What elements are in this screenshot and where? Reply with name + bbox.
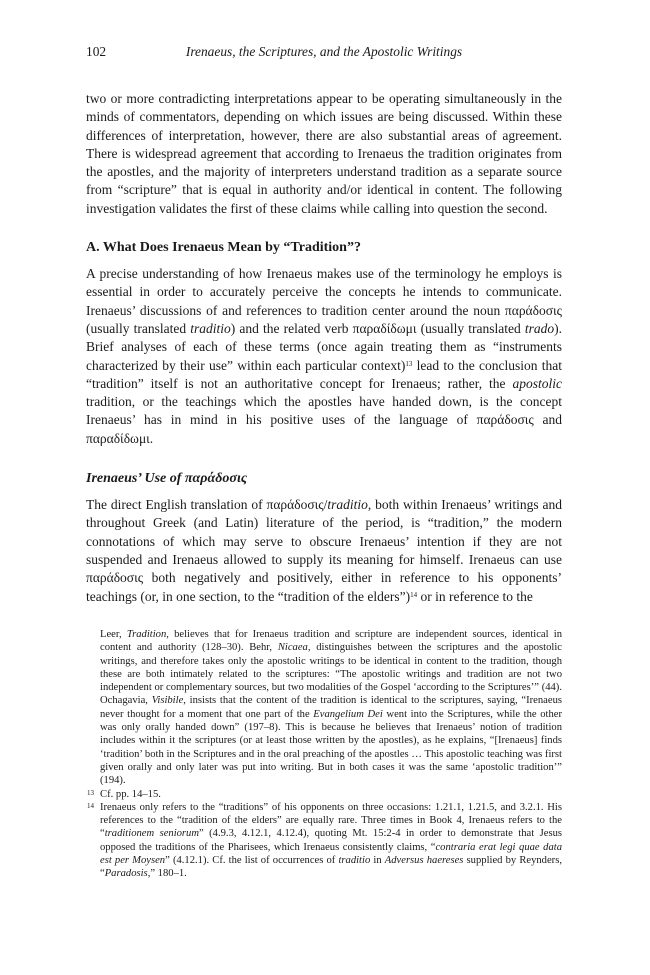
text-run: , believes that for Irenaeus tradition and scripture are independent sources, identical in content and authority (128–30). Behr,	[100, 629, 562, 654]
text-run: Irenaeus only refers to the “traditions” of his opponents on three occasions: 1.21.1, 1.21.5, and 3.2.1. His references to the “tradition of the elders” are equally rare. Three times in Book 4, Irenaeus refers to the “	[100, 801, 562, 840]
italic-title: Adversus haereses	[384, 855, 464, 867]
text-run: lead to the conclusion that “tradition” itself is not an authoritative concept for Irenaeus; rather, the	[86, 357, 563, 391]
italic-term: traditio	[190, 320, 231, 336]
text-run: ” (4.12.1). Cf. the list of occurrences of	[165, 855, 339, 867]
text-run: , distinguishes between the scriptures and the apostolic writings, and therefore takes only the apostolic writings to be identical in content to the tradition, though these are both intimately related to the scriptures: “The apostolic writings and tradition are not two independent or complementary sources, but two modalities of the Gospel ‘according to the Scriptures’” (44). Ochagavia,	[100, 642, 562, 707]
text-run: Leer,	[100, 629, 127, 640]
subsection-heading: Irenaeus’ Use of παράδοσις	[86, 471, 248, 487]
section-heading-a: A. What Does Irenaeus Mean by “Tradition”?	[86, 240, 361, 256]
text-run: tradition, or the teachings which the apostles have handed down, is the concept Irenaeus’ has in mind in his positive uses of the language of παράδοσις and παραδίδωμι.	[86, 394, 562, 446]
text-run: ). Brief analyses of each of these terms (once again treating them as “instruments characterized by their use” within each particular context)	[86, 320, 562, 373]
text-run: , both within Irenaeus’ writings and throughout Greek (and Latin) literature of the period, is “tradition,” the modern connotations of which may serve to obscure Irenaeus’ intention if they are not suspended and Irenaeus allowed to supply its meaning for himself. Irenaeus can use παράδοσις both negatively and positively, either in reference to his opponents’ teachings (or, in one section, to the “tradition of the elders”)	[86, 497, 562, 604]
italic-title: Paradosis	[104, 868, 148, 880]
italic-quote: contraria erat legi quae data est per Moysen	[100, 841, 562, 867]
italic-term: traditionem seniorum	[104, 828, 200, 840]
footnote-14	[87, 801, 562, 881]
italic-title: Nicaea	[277, 642, 308, 654]
main-text	[86, 90, 562, 606]
text-run: went into the Scriptures, while the other was only orally handed down” (197–8). This is because he believes that Irenaeus’ notion of tradition includes within it the scriptures (or at least those written by the apostles), as he explains, “[Irenaeus] finds ‘tradition’ both in the Scriptures and in the oral preaching of the apostles … This apostolic teaching was first given orally and only later was put into writing. But in both cases it was the same ‘apostolic tradition’” (194).	[100, 708, 562, 787]
paragraph-3	[86, 496, 562, 606]
footnote-marker-13: 13	[87, 788, 94, 797]
text-run: supplied by Reynders, “	[100, 855, 562, 880]
text-run: or in reference to the	[417, 588, 533, 604]
text-run: A precise understanding of how Irenaeus makes use of the terminology he employs is essential in order to accurately perceive the concepts he intends to communicate. Irenaeus’ discussions of and references to tradition center around the noun παράδοσις (usually translated	[86, 266, 562, 336]
text-run: ) and the related verb παραδίδωμι (usually translated	[230, 320, 525, 336]
footnote-marker-14: 14	[87, 801, 94, 810]
running-title: Irenaeus, the Scriptures, and the Apostolic Writings	[185, 44, 463, 59]
italic-term: traditio	[327, 497, 368, 513]
text-run: The direct English translation of παράδοσις/	[86, 497, 328, 513]
page-number: 102	[86, 44, 107, 59]
text-run: ,” 180–1.	[147, 868, 187, 880]
text-run: ” (4.9.3, 4.12.1, 4.12.4), quoting Mt. 15:2-4 in order to demonstrate that Jesus opposed the traditions of the Pharisees, which Irenaeus consistently claims, “	[100, 828, 562, 853]
paragraph-1: two or more contradicting interpretations appear to be operating simultaneously in the minds of commentators, depending on which issues are being discussed. Within these differences of interpretation, however, there are also substantial areas of agreement. There is widespread agreement that according to Irenaeus the tradition originates from the apostles, and the majority of interpreters understand tradition as a separate source from “scripture” that is equal in authority and/or identical in content. The following investigation validates the first of these claims while calling into question the second.	[86, 91, 562, 216]
italic-term: trado	[524, 320, 555, 336]
footnote-continued	[100, 628, 562, 788]
footnotes	[87, 628, 562, 881]
italic-term: Evangelium Dei	[313, 708, 383, 720]
text-run: Cf. pp. 14–15.	[100, 788, 161, 800]
paragraph-2	[86, 265, 562, 448]
text-run: , insists that the content of the tradition is identical to the scriptures, saying, “Irenaeus never thought for a moment that one part of the	[100, 695, 562, 720]
italic-title: Visibile	[151, 695, 184, 707]
text-run: in	[370, 855, 385, 867]
footnote-ref-13[interactable]: 13	[405, 359, 413, 368]
running-header	[86, 44, 562, 64]
italic-title: Tradition	[126, 629, 167, 640]
italic-term: traditio	[338, 855, 371, 867]
footnote-13	[87, 788, 562, 801]
footnote-ref-14[interactable]: 14	[410, 590, 418, 599]
italic-term: apostolic	[512, 375, 562, 391]
